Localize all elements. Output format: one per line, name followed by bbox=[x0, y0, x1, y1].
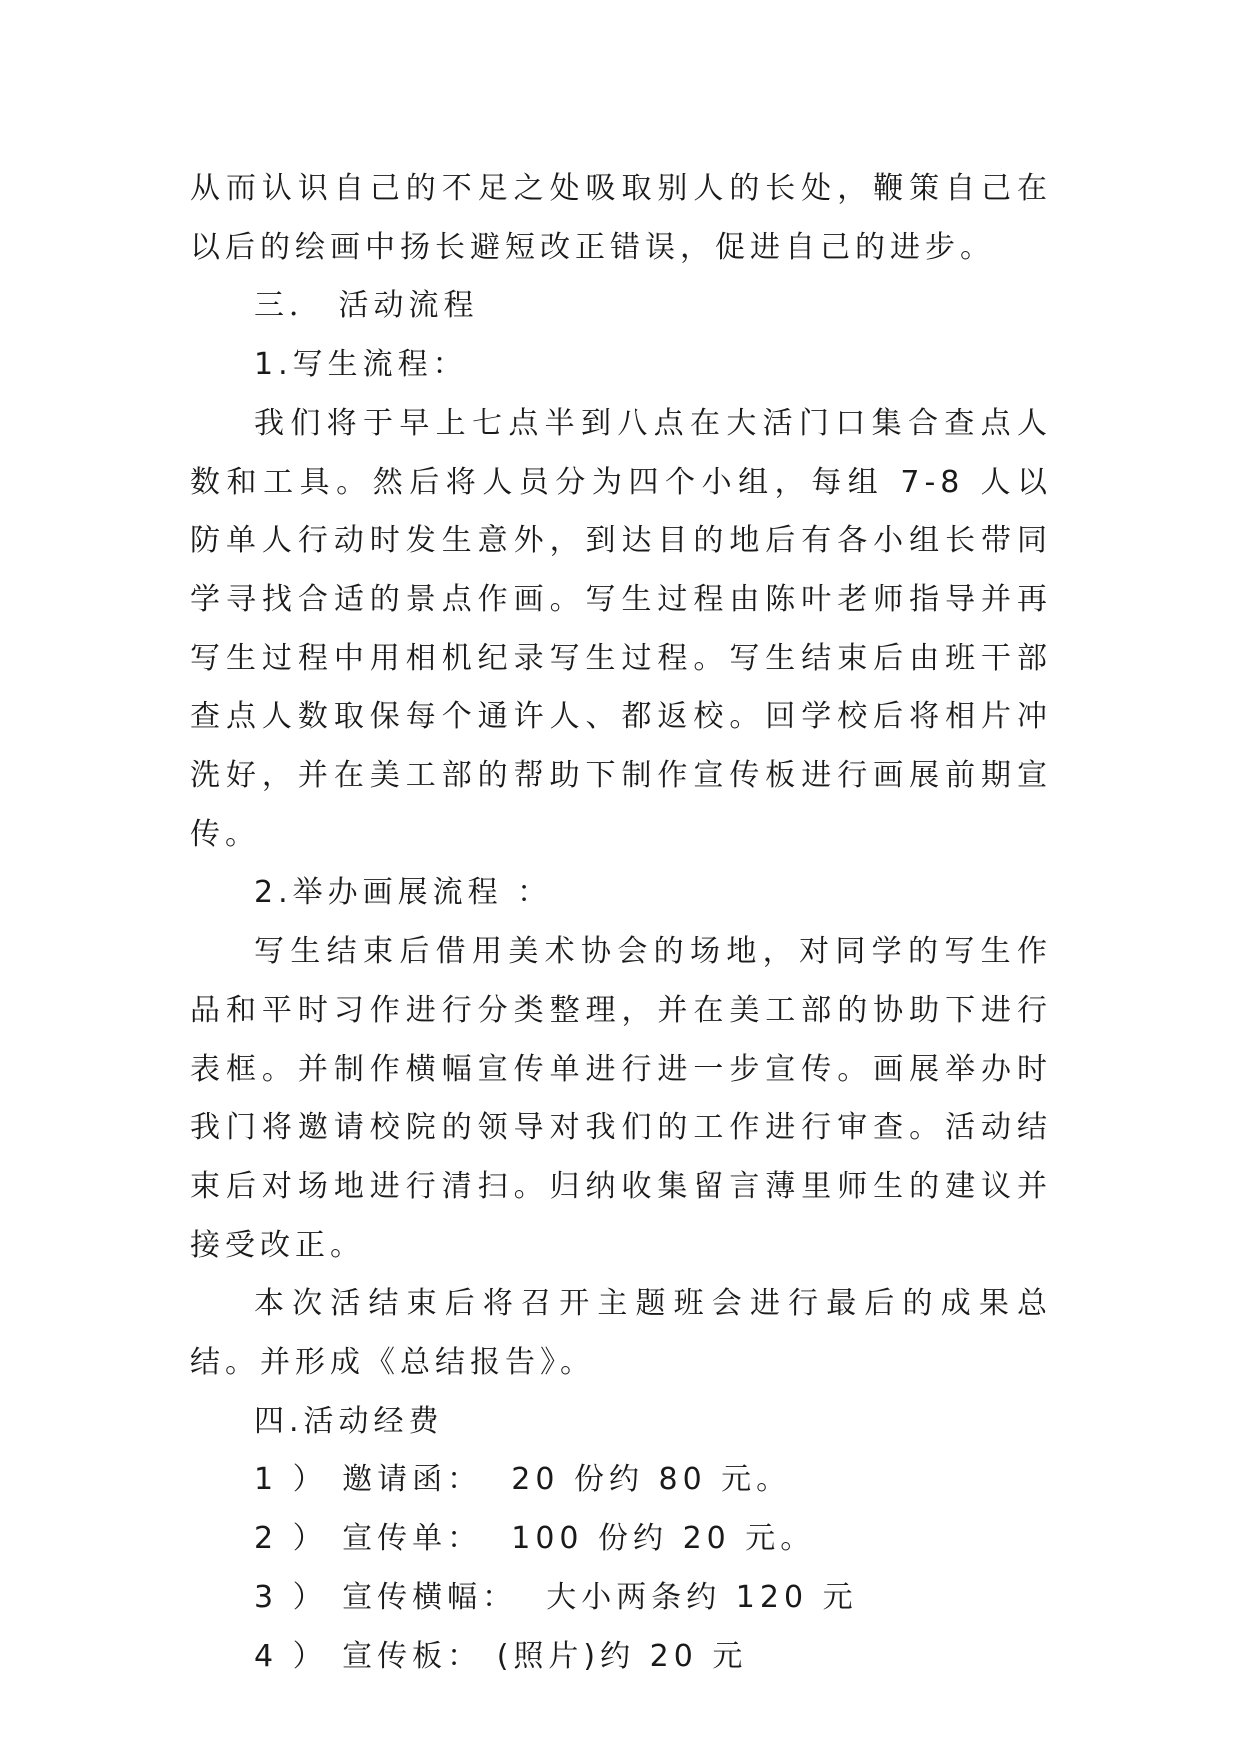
section-heading-activity-process: 三． 活动流程 bbox=[254, 288, 479, 324]
subheading-sketch-process: 1.写生流程： bbox=[254, 347, 468, 383]
paragraph-continuation: 从而认识自己的不足之处吸取别人的长处，鞭策自己在以后的绘画中扬长避短改正错误，促进自己的进步。 bbox=[190, 171, 1052, 265]
budget-list bbox=[190, 1451, 1052, 1686]
paragraph-summary: 本次活结束后将召开主题班会进行最后的成果总结。并形成《总结报告》。 bbox=[190, 1286, 1052, 1381]
subheading-exhibition-process: 2.举办画展流程 ： bbox=[254, 875, 553, 911]
paragraph-sketch-process: 我们将于早上七点半到八点在大活门口集合查点人数和工具。然后将人员分为四个小组，每组 7-8 人以防单人行动时发生意外，到达目的地后有各小组长带同学寻找合适的景点作画。写生过程由陈叶老师指导并再写生过程中用相机纪录写生过程。写生结束后由班干部查点人数取保每个通许人、都返校。回学校后将相片冲洗好，并在美工部的帮助下制作宣传板进行画展前期宣传。 bbox=[190, 405, 1052, 852]
budget-item-flyer: 2 ） 宣传单： 100 份约 20 元。 bbox=[254, 1521, 816, 1557]
budget-item-invitation: 1 ） 邀请函： 20 份约 80 元。 bbox=[254, 1462, 792, 1498]
budget-item-banner: 3 ） 宣传横幅： 大小两条约 120 元 bbox=[254, 1579, 858, 1615]
section-heading-activity-budget: 四.活动经费 bbox=[254, 1403, 444, 1439]
document-body bbox=[190, 160, 1052, 1686]
paragraph-exhibition-process: 写生结束后借用美术协会的场地，对同学的写生作品和平时习作进行分类整理，并在美工部的协助下进行表框。并制作横幅宣传单进行进一步宣传。画展举办时我门将邀请校院的领导对我们的工作进行审查。活动结束后对场地进行清扫。归纳收集留言薄里师生的建议并接受改正。 bbox=[190, 934, 1052, 1263]
budget-item-board: 4 ） 宣传板： (照片)约 20 元 bbox=[254, 1638, 748, 1674]
